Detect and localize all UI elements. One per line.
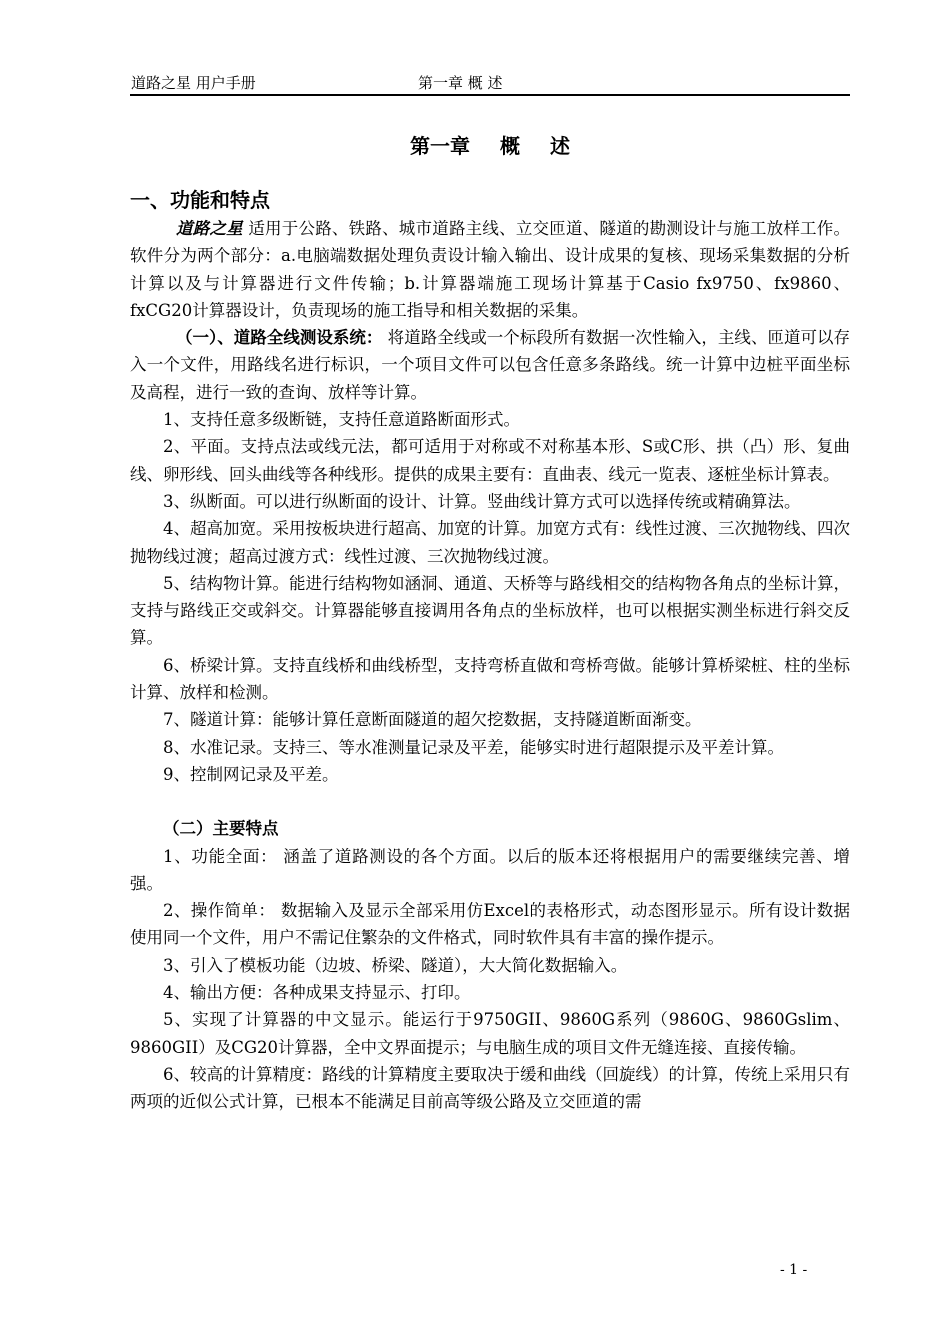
feature-item-5: 5、结构物计算。能进行结构物如涵洞、通道、天桥等与路线相交的结构物各角点的坐标计算，支持与路线正交或斜交。计算器能够直接调用各角点的坐标放样，也可以根据实测坐标进行斜交反算。 (130, 573, 850, 648)
characteristic-item-2: 2、操作简单： 数据输入及显示全部采用仿Excel的表格形式，动态图形显示。所有设计数据使用同一个文件，用户不需记住繁杂的文件格式，同时软件具有丰富的操作提示。 (130, 901, 850, 948)
subsection1-paragraph (130, 324, 850, 406)
subsection2-title: （二）主要特点 (163, 819, 279, 839)
feature-item-1: 1、支持任意多级断链，支持任意道路断面形式。 (163, 410, 520, 430)
feature-item-7: 7、隧道计算：能够计算任意断面隧道的超欠挖数据，支持隧道断面渐变。 (163, 710, 702, 730)
feature-item-3: 3、纵断面。可以进行纵断面的设计、计算。竖曲线计算方式可以选择传统或精确算法。 (163, 491, 801, 511)
paragraph-gap (130, 788, 850, 815)
characteristic-item-3: 3、引入了模板功能（边坡、桥梁、隧道），大大简化数据输入。 (163, 955, 628, 975)
feature-item-9: 9、控制网记录及平差。 (163, 764, 339, 784)
subsection1-title: （一）、道路全线测设系统： (176, 328, 383, 348)
running-header-title: 道路之星 用户手册 (131, 74, 256, 92)
characteristic-item-1: 1、功能全面： 涵盖了道路测设的各个方面。以后的版本还将根据用户的需要继续完善、增强。 (130, 846, 850, 893)
document-body (130, 215, 850, 1116)
running-header-chapter: 第一章 概 述 (418, 74, 503, 92)
characteristic-item-5: 5、实现了计算器的中文显示。能运行于9750GII、9860G系列（9860G、9860Gslim、9860GII）及CG20计算器，全中文界面提示；与电脑生成的项目文件无缝连接、直接传输。 (130, 1010, 850, 1057)
intro-paragraph (130, 215, 850, 324)
page-number: - 1 - (780, 1262, 808, 1278)
chapter-title-word-1: 概 (500, 134, 520, 158)
section-heading: 一、功能和特点 (130, 188, 270, 212)
product-name: 道路之星 (176, 219, 243, 238)
chapter-title (130, 133, 850, 159)
characteristic-item-6: 6、较高的计算精度：路线的计算精度主要取决于缓和曲线（回旋线）的计算，传统上采用只有两项的近似公式计算，已根本不能满足目前高等级公路及立交匝道的需 (130, 1064, 850, 1112)
characteristic-item-4: 4、输出方便：各种成果支持显示、打印。 (163, 983, 471, 1003)
chapter-title-number: 第一章 (410, 134, 470, 158)
chapter-title-word-2: 述 (550, 134, 570, 158)
feature-item-6: 6、桥梁计算。支持直线桥和曲线桥型，支持弯桥直做和弯桥弯做。能够计算桥梁桩、柱的坐标计算、放样和检测。 (130, 655, 850, 703)
feature-item-2: 2、平面。支持点法或线元法，都可适用于对称或不对称基本形、S或C形、拱（凸）形、复曲线、卵形线、回头曲线等各种线形。提供的成果主要有：直曲表、线元一览表、逐桩坐标计算表。 (130, 437, 850, 484)
header-rule (130, 94, 850, 96)
feature-item-8: 8、水准记录。支持三、等水准测量记录及平差，能够实时进行超限提示及平差计算。 (163, 737, 784, 757)
intro-text: 适用于公路、铁路、城市道路主线、立交匝道、隧道的勘测设计与施工放样工作。软件分为两个部分：a.电脑端数据处理负责设计输入输出、设计成果的复核、现场采集数据的分析计算以及与计算器进行文件传输；b.计算器端施工现场计算基于Casio fx9750、fx9860、fxCG20计算器设计，负责现场的施工指导和相关数据的采集。 (130, 219, 850, 320)
subsection1-text: 将道路全线或一个标段所有数据一次性输入，主线、匝道可以存入一个文件，用路线名进行标识，一个项目文件可以包含任意多条路线。统一计算中边桩平面坐标及高程，进行一致的查询、放样等计算。 (130, 328, 851, 402)
feature-item-4: 4、超高加宽。采用按板块进行超高、加宽的计算。加宽方式有：线性过渡、三次抛物线、四次抛物线过渡；超高过渡方式：线性过渡、三次抛物线过渡。 (130, 519, 850, 566)
